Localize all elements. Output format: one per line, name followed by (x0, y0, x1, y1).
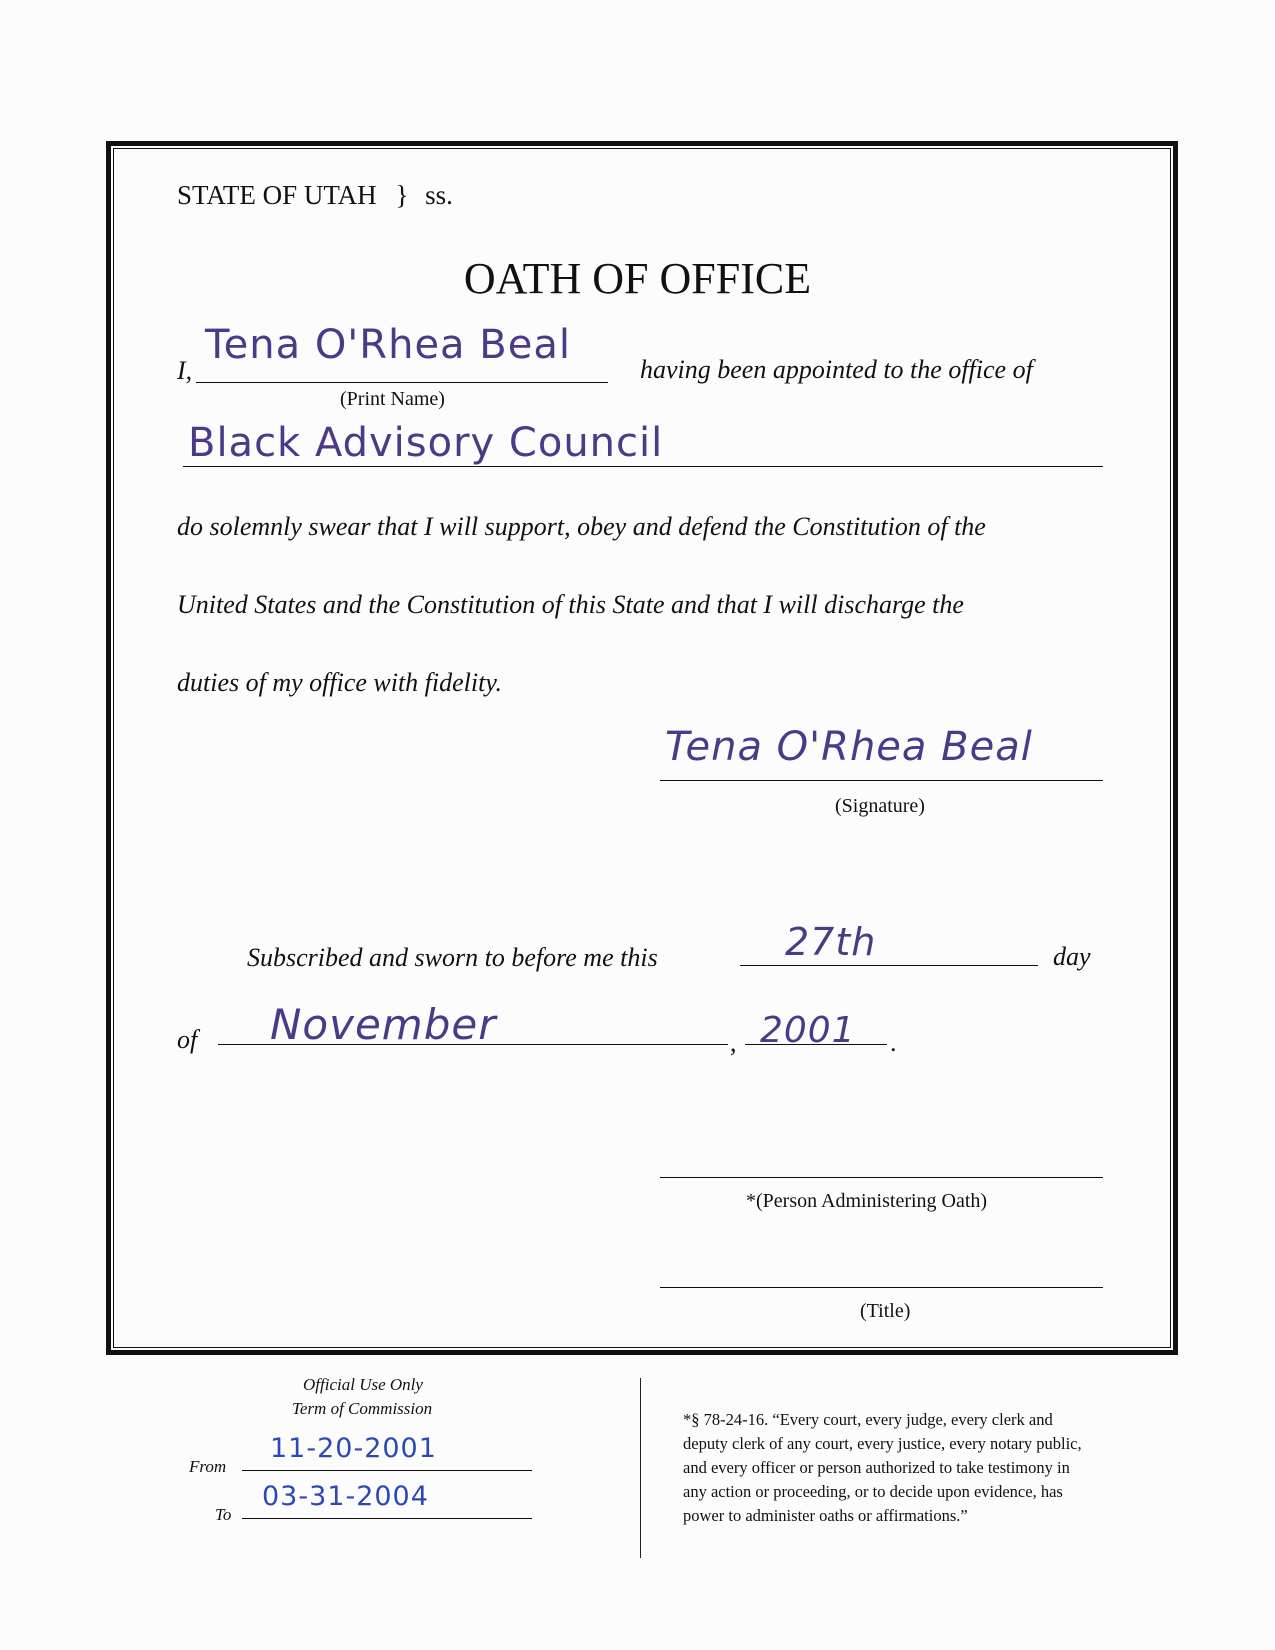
brace: } (395, 180, 409, 210)
oath-body-line-1: do solemnly swear that I will support, obey and defend the Constitution of the (177, 512, 986, 541)
oath-body-line-3: duties of my office with fidelity. (177, 668, 502, 697)
page-title: OATH OF OFFICE (463, 254, 812, 303)
to-label: To (215, 1505, 232, 1524)
statute-line: power to administer oaths or affirmations.” (683, 1506, 968, 1525)
appointed-text: having been appointed to the office of (640, 355, 1033, 384)
from-label: From (189, 1457, 227, 1476)
statute-text (683, 1408, 1082, 1528)
handwritten-year: 2001 (760, 1010, 856, 1051)
of-label: of (177, 1025, 198, 1054)
state-heading (177, 180, 453, 211)
print-name-label: (Print Name) (340, 388, 445, 410)
name-line (196, 382, 608, 383)
month-line (218, 1044, 728, 1045)
signature-line (660, 780, 1103, 781)
pronoun-i: I, (177, 356, 193, 385)
statute-line: any action or proceeding, or to decide upon evidence, has (683, 1482, 1063, 1501)
from-line (242, 1470, 532, 1471)
statute-line: and every officer or person authorized to take testimony in (683, 1458, 1070, 1477)
day-line (740, 965, 1038, 966)
handwritten-to-date: 03-31-2004 (262, 1481, 429, 1512)
statute-line: deputy clerk of any court, every justice, every notary public, (683, 1434, 1082, 1453)
handwritten-month: November (270, 1000, 497, 1049)
year-line (745, 1044, 887, 1045)
handwritten-signature: Tena O'Rhea Beal (665, 724, 1033, 770)
oath-body-line-2: United States and the Constitution of this State and that I will discharge the (177, 590, 964, 619)
comma: , (730, 1028, 737, 1057)
handwritten-office: Black Advisory Council (188, 420, 664, 466)
day-label: day (1053, 942, 1091, 971)
handwritten-name: Tena O'Rhea Beal (205, 322, 571, 368)
handwritten-day: 27th (785, 920, 877, 964)
statute-line: *§ 78-24-16. “Every court, every judge, every clerk and (683, 1410, 1053, 1429)
ss-label: ss. (425, 180, 453, 210)
handwritten-from-date: 11-20-2001 (270, 1433, 437, 1464)
state-name: STATE OF UTAH (177, 180, 377, 210)
footer-divider (640, 1378, 641, 1558)
term-of-commission: Term of Commission (292, 1399, 433, 1418)
official-use-heading: Official Use Only (303, 1375, 423, 1394)
title-label: (Title) (860, 1300, 911, 1322)
administrator-line (660, 1177, 1103, 1178)
to-line (242, 1518, 532, 1519)
period: . (890, 1028, 897, 1057)
administrator-label: *(Person Administering Oath) (746, 1190, 988, 1212)
office-line (183, 466, 1103, 467)
title-line (660, 1287, 1103, 1288)
subscribed-text: Subscribed and sworn to before me this (247, 943, 658, 972)
signature-label: (Signature) (835, 795, 925, 817)
